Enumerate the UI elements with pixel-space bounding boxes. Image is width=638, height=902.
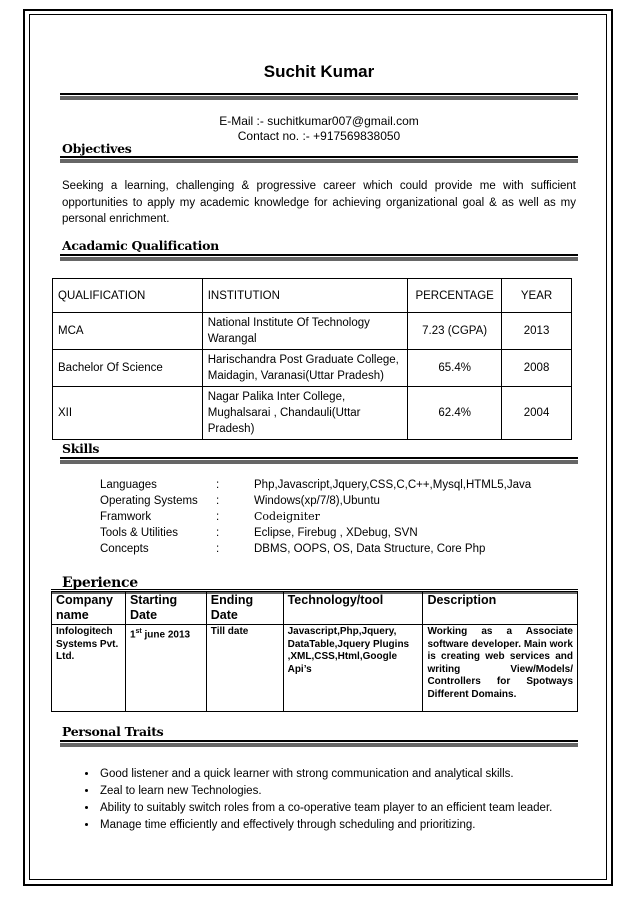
experience-table bbox=[51, 591, 578, 712]
table-cell: National Institute Of Technology Warangal bbox=[202, 313, 407, 350]
table-cell: Infologitech Systems Pvt. Ltd. bbox=[52, 625, 126, 712]
skill-value: Php,Javascript,Jquery,CSS,C,C++,Mysql,HTML5,Java bbox=[254, 479, 532, 491]
list-item: • Manage time efficiently and effectively through scheduling and prioritizing. bbox=[98, 817, 618, 834]
skill-separator: : bbox=[216, 479, 220, 491]
table-header: Starting Date bbox=[125, 592, 206, 625]
divider bbox=[60, 254, 578, 261]
divider bbox=[60, 457, 578, 464]
table-cell: 2004 bbox=[502, 387, 572, 440]
start-ordinal: st bbox=[135, 628, 142, 635]
table-header: QUALIFICATION bbox=[53, 279, 203, 313]
table-cell bbox=[125, 625, 206, 712]
divider bbox=[60, 156, 578, 163]
skills-heading: Skills bbox=[62, 441, 100, 456]
list-item: • Good listener and a quick learner with strong communication and analytical skills. bbox=[98, 766, 618, 783]
objectives-text: Seeking a learning, challenging & progressive career which could provide me with sufficient opportunities to apply my academic knowledge for achieving organizational goal & as well as my personal enrichment. bbox=[62, 180, 576, 225]
academic-table bbox=[52, 278, 572, 440]
table-cell: Nagar Palika Inter College, Mughalsarai , Chandauli(Uttar Pradesh) bbox=[202, 387, 407, 440]
table-row bbox=[53, 387, 572, 440]
table-cell: 2013 bbox=[502, 313, 572, 350]
experience-heading: Eperience bbox=[62, 575, 138, 591]
list-item: • Ability to suitably switch roles from a co-operative team player to an efficient team leader. bbox=[98, 800, 618, 817]
table-header: Ending Date bbox=[206, 592, 283, 625]
skill-key: Languages bbox=[100, 479, 157, 491]
skill-key: Operating Systems bbox=[100, 495, 198, 507]
table-row bbox=[53, 350, 572, 387]
table-cell: MCA bbox=[53, 313, 203, 350]
skill-value: Eclipse, Firebug , XDebug, SVN bbox=[254, 527, 418, 539]
table-header: INSTITUTION bbox=[202, 279, 407, 313]
skill-row bbox=[100, 525, 531, 541]
skills-list bbox=[100, 477, 531, 557]
table-cell: Javascript,Php,Jquery, DataTable,Jquery Plugins ,XML,CSS,Html,Google Api’s bbox=[283, 625, 423, 712]
table-cell: Harischandra Post Graduate College, Maidagin, Varanasi(Uttar Pradesh) bbox=[202, 350, 407, 387]
table-row bbox=[53, 313, 572, 350]
skill-separator: : bbox=[216, 543, 220, 555]
list-item: • Zeal to learn new Technologies. bbox=[98, 783, 618, 800]
email-line: E-Mail :- suchitkumar007@gmail.com bbox=[219, 114, 419, 128]
phone-line: Contact no. :- +917569838050 bbox=[237, 129, 401, 143]
resume-name: Suchit Kumar bbox=[263, 62, 375, 81]
table-cell: 65.4% bbox=[408, 350, 502, 387]
divider bbox=[60, 93, 578, 100]
skill-value: DBMS, OOPS, OS, Data Structure, Core Php bbox=[254, 543, 486, 555]
table-header: PERCENTAGE bbox=[408, 279, 502, 313]
skill-row bbox=[100, 493, 531, 509]
start-rest: june 2013 bbox=[141, 629, 191, 641]
table-header: Company name bbox=[52, 592, 126, 625]
table-cell: Working as a Associate software developer. Main work is creating web services and writing View/Models/ Controllers for Spotways Different Domains. bbox=[423, 625, 578, 712]
skill-key: Tools & Utilities bbox=[100, 527, 178, 539]
table-cell: 7.23 (CGPA) bbox=[408, 313, 502, 350]
table-cell: 62.4% bbox=[408, 387, 502, 440]
table-header: YEAR bbox=[502, 279, 572, 313]
table-header: Technology/tool bbox=[283, 592, 423, 625]
skill-key: Concepts bbox=[100, 543, 149, 555]
skill-separator: : bbox=[216, 495, 220, 507]
objectives-heading: Objectives bbox=[62, 141, 132, 156]
traits-list bbox=[78, 766, 618, 834]
table-cell: Till date bbox=[206, 625, 283, 712]
table-cell: 2008 bbox=[502, 350, 572, 387]
traits-heading: Personal Traits bbox=[62, 724, 164, 739]
skill-row bbox=[100, 477, 531, 493]
divider bbox=[60, 740, 578, 747]
skill-key: Framwork bbox=[100, 511, 152, 523]
skill-value: Codeigniter bbox=[254, 510, 320, 523]
start-day: 1 bbox=[129, 629, 136, 641]
academic-heading: Acadamic Qualification bbox=[62, 238, 219, 253]
table-header-row bbox=[52, 592, 578, 625]
skill-value: Windows(xp/7/8),Ubuntu bbox=[254, 495, 380, 507]
table-cell: XII bbox=[53, 387, 203, 440]
skill-row bbox=[100, 509, 531, 525]
table-cell: Bachelor Of Science bbox=[53, 350, 203, 387]
skill-separator: : bbox=[216, 527, 220, 539]
table-header: Description bbox=[423, 592, 578, 625]
skill-separator: : bbox=[216, 511, 220, 523]
table-header-row bbox=[53, 279, 572, 313]
table-row bbox=[52, 625, 578, 712]
skill-row bbox=[100, 541, 531, 557]
